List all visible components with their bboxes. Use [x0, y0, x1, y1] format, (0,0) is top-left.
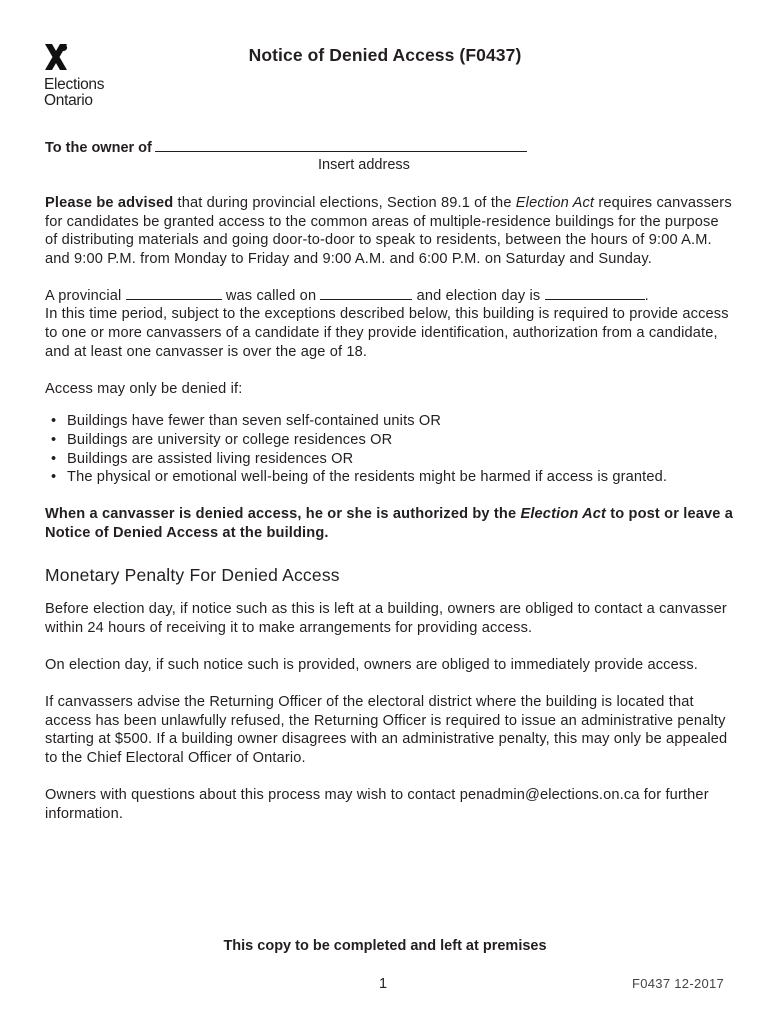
page-number: 1	[379, 976, 388, 992]
election-act-ref: Election Act	[520, 506, 607, 523]
advisory-paragraph: Please be advised that during provincial elections, Section 89.1 of the Election Act requires canvassers for candidates be granted access to the common areas of multiple-residence buildings for the purpose of distributing materials and going door-to-door to speak to residents, between the hours of 9:00 A.M. and 9:00 P.M. from Monday to Friday and 9:00 A.M. and 6:00 P.M. on Saturday and Sunday.	[45, 195, 732, 267]
denied-intro: Access may only be denied if:	[45, 380, 243, 397]
list-item: • The physical or emotional well-being of the residents might be harmed if access is granted.	[51, 469, 668, 486]
election-day-blank[interactable]	[545, 287, 645, 300]
list-item: • Buildings have fewer than seven self-contained units OR	[51, 413, 442, 430]
penalty-heading: Monetary Penalty For Denied Access	[45, 565, 340, 586]
contact-paragraph: Owners with questions about this process may wish to contact penadmin@elections.on.ca for further information.	[45, 787, 709, 822]
form-code: F0437 12-2017	[632, 976, 725, 991]
list-item: • Buildings are university or college residences OR	[51, 431, 393, 448]
penalty-paragraph-1: Before election day, if notice such as this is left at a building, owners are obliged to contact a canvasser within 24 hours of receiving it to make arrangements for providing access.	[45, 601, 727, 636]
period-paragraph: A provincial was called on and election day is . In this time period, subject to the exceptions described below, this building is required to provide access to one or more canvassers of a candidate if they provide identification, authorization from a candidate, and at least one canvasser is over the age of 18.	[45, 287, 729, 360]
period-text: In this time period, subject to the exceptions described below, this building is required to provide access to one or more canvassers of a candidate if they provide identification, authorization from a candidate, and at least one canvasser is over the age of 18.	[45, 306, 729, 360]
called-on-date-blank[interactable]	[320, 287, 412, 300]
notice-body	[45, 194, 735, 823]
address-hint: Insert address	[318, 157, 410, 173]
owner-address-blank[interactable]	[155, 139, 527, 152]
logo-line-2: Ontario	[44, 92, 93, 109]
page-title: Notice of Denied Access (F0437)	[248, 45, 522, 65]
election-act-ref: Election Act	[515, 195, 595, 211]
penalty-paragraph-3: If canvassers advise the Returning Officer of the electoral district where the building is located that access has been unlawfully refused, the Returning Officer is required to issue an administrative penalty starting at $500. If a building owner disagrees with an administrative penalty, this may only be appealed to the Chief Electoral Officer of Ontario.	[45, 694, 728, 766]
footer-note: This copy to be completed and left at premises	[223, 938, 547, 954]
logo-wordmark	[44, 77, 124, 109]
denial-conditions-list	[45, 412, 735, 486]
election-type-blank[interactable]	[126, 287, 222, 300]
owner-label: To the owner of	[45, 140, 152, 156]
list-item: • Buildings are assisted living residences OR	[51, 450, 354, 467]
penalty-paragraph-2: On election day, if such notice such is provided, owners are obliged to immediately provide access.	[45, 657, 698, 674]
advisory-bold: Please be advised	[45, 195, 174, 211]
canvasser-notice: When a canvasser is denied access, he or she is authorized by the Election Act to post or leave a Notice of Denied Access at the building.	[45, 506, 733, 541]
logo-line-1: Elections	[44, 76, 105, 93]
owner-line	[45, 139, 527, 156]
